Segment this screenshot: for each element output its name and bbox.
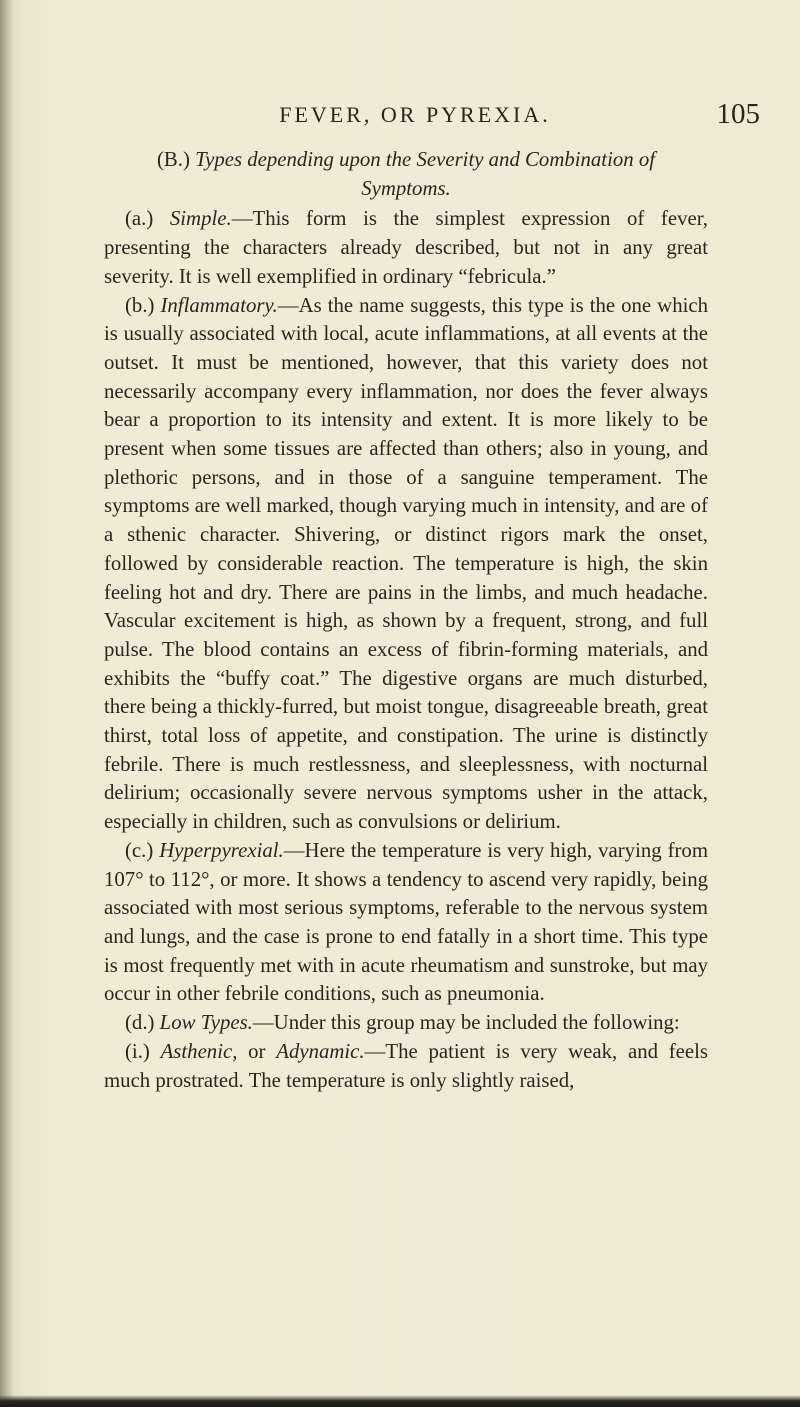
section-title: Types depending upon the Severity and Combination of Symptoms. <box>195 148 656 200</box>
paragraph-marker: (b.) <box>125 293 155 317</box>
paragraph-term-alt: Adynamic. <box>276 1039 365 1063</box>
paragraph-marker: (d.) <box>125 1011 155 1035</box>
page-gutter-shadow <box>0 0 14 1407</box>
paragraph-term: Inflammatory. <box>160 293 278 317</box>
paragraph-text: —The patient is very weak, and feels much prostrated. The temperature is only slightly raised, <box>104 1039 708 1092</box>
paragraph-marker: (c.) <box>125 838 154 862</box>
body-text <box>104 146 708 1095</box>
paragraph-term: Simple. <box>169 207 232 231</box>
paragraph-term: Asthenic, <box>160 1039 238 1063</box>
paragraph-inflammatory <box>104 292 708 837</box>
paragraph-text: —Under this group may be included the following: <box>252 1011 680 1035</box>
paragraph-text: —Here the temperature is very high, varying from 107° to 112°, or more. It shows a tendency to ascend very rapidly, being associated with most serious symptoms, referable to the nervous system and lungs, and the case is prone to end fatally in a short time. This type is most frequently met with in acute rheumatism and sunstroke, but may occur in other febrile conditions, such as pneumonia. <box>104 838 708 1006</box>
section-label: (B.) <box>156 148 190 171</box>
running-title: FEVER, OR PYREXIA. <box>279 102 551 127</box>
paragraph-marker: (a.) <box>125 207 154 231</box>
paragraph-connector: or <box>237 1039 277 1063</box>
paragraph-hyperpyrexial <box>104 837 708 1009</box>
paragraph-simple <box>104 205 708 291</box>
paragraph-term: Low Types. <box>159 1011 253 1035</box>
paragraph-marker: (i.) <box>125 1039 150 1063</box>
running-head <box>70 98 760 142</box>
paragraph-text: —This form is the simplest expression of fever, presenting the characters already described, but not in any great severity. It is well exemplified in ordinary “febricula.” <box>104 207 708 288</box>
page-bottom-edge <box>0 1395 800 1407</box>
paragraph-low-types <box>104 1009 708 1038</box>
section-heading <box>104 146 708 203</box>
paragraph-text: —As the name suggests, this type is the one which is usually associated with local, acute inflammations, at all events at the outset. It must be mentioned, however, that this variety does not necessarily accompany every inflammation, nor does the fever always bear a proportion to its intensity and extent. It is more likely to be present when some tissues are affected than others; also in young, and plethoric persons, and in those of a sanguine temperament. The symptoms are well marked, though varying much in intensity, and are of a sthenic character. Shivering, or distinct rigors mark the onset, followed by considerable reaction. The temperature is high, the skin feeling hot and dry. There are pains in the limbs, and much headache. Vascular excitement is high, as shown by a frequent, strong, and full pulse. The blood contains an excess of fibrin-forming materials, and exhibits the “buffy coat.” The digestive organs are much disturbed, there being a thickly-furred, but moist tongue, disagreeable breath, great thirst, total loss of appetite, and constipation. The urine is distinctly febrile. There is much restlessness, and sleeplessness, with nocturnal delirium; occasionally severe nervous symptoms usher in the attack, especially in children, such as convulsions or delirium. <box>104 293 709 834</box>
paragraph-asthenic <box>104 1038 708 1095</box>
page-number: 105 <box>716 98 760 130</box>
paragraph-term: Hyperpyrexial. <box>159 838 284 862</box>
